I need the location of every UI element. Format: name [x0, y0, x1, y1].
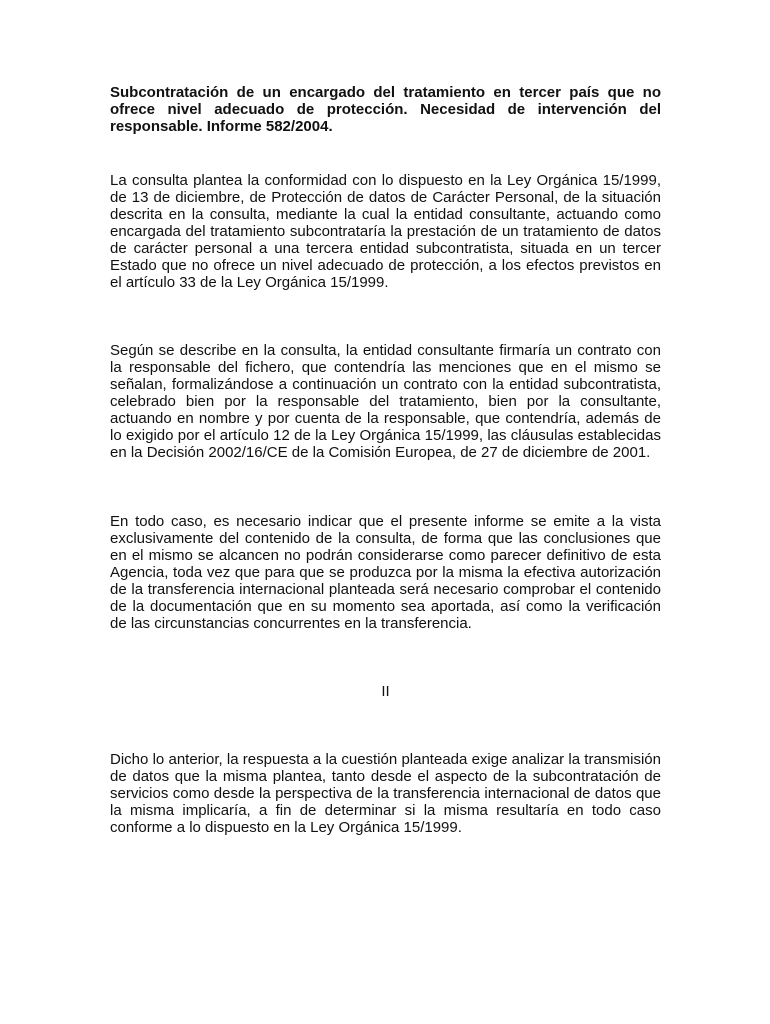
paragraph-3: En todo caso, es necesario indicar que el presente informe se emite a la vista exclusivamente del contenido de la consulta, de forma que las conclusiones que en el mismo se alcancen no podrán considerarse como parecer definitivo de esta Agencia, toda vez que para que se produzca por la misma la efectiva autorización de la transferencia internacional planteada será necesario comprobar el contenido de la documentación que en su momento sea aportada, así como la verificación de las circunstancias concurrentes en la transferencia.: [110, 513, 661, 632]
section-number: II: [381, 683, 390, 700]
paragraph-2: Según se describe en la consulta, la entidad consultante firmaría un contrato con la responsable del fichero, que contendría las menciones que en el mismo se señalan, formalizándose a continuación un contrato con la entidad subcontratista, celebrado bien por la responsable del tratamiento, bien por la consultante, actuando en nombre y por cuenta de la responsable, que contendría, además de lo exigido por el artículo 12 de la Ley Orgánica 15/1999, las cláusulas establecidas en la Decisión 2002/16/CE de la Comisión Europea, de 27 de diciembre de 2001.: [110, 342, 661, 461]
paragraph-4: Dicho lo anterior, la respuesta a la cuestión planteada exige analizar la transmisión de datos que la misma plantea, tanto desde el aspecto de la subcontratación de servicios como desde la perspectiva de la transferencia internacional de datos que la misma implicaría, a fin de determinar si la misma resultaría en todo caso conforme a lo dispuesto en la Ley Orgánica 15/1999.: [110, 751, 661, 836]
document-page: [110, 84, 661, 836]
document-title: Subcontratación de un encargado del tratamiento en tercer país que no ofrece nivel adecuado de protección. Necesidad de intervención del responsable. Informe 582/2004.: [110, 84, 661, 135]
paragraph-1: La consulta plantea la conformidad con lo dispuesto en la Ley Orgánica 15/1999, de 13 de diciembre, de Protección de datos de Carácter Personal, de la situación descrita en la consulta, mediante la cual la entidad consultante, actuando como encargada del tratamiento subcontrataría la prestación de un tratamiento de datos de carácter personal a una tercera entidad subcontratista, situada en un tercer Estado que no ofrece un nivel adecuado de protección, a los efectos previstos en el artículo 33 de la Ley Orgánica 15/1999.: [110, 172, 661, 291]
